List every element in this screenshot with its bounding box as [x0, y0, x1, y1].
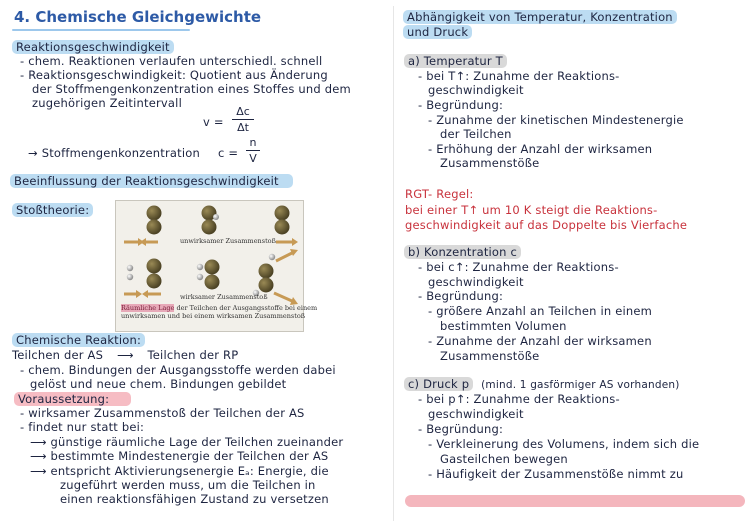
molecule-pair-5 [197, 260, 220, 290]
molecule-pair-1 [147, 206, 162, 235]
figure-label-unwirksam: unwirksamer Zusammenstoß [180, 237, 276, 245]
rg-line-4: zugehörigen Zeitintervall [32, 96, 182, 110]
title-underline [12, 29, 190, 31]
konzentration-label: b) Konzentration c [404, 246, 521, 259]
konz-line-3: - Begründung: [418, 289, 504, 303]
druck-line-2: geschwindigkeit [428, 407, 524, 421]
cr-bullet-3: ⟶ entspricht Aktivierungsenergie Eₐ: Energie, die [30, 464, 329, 478]
konz-line-7: Zusammenstöße [440, 349, 540, 363]
page-title: 4. Chemische Gleichgewichte [14, 8, 262, 26]
konz-line-5: bestimmten Volumen [440, 319, 567, 333]
cr-line-4: - wirksamer Zusammenstoß der Teilchen der AS [20, 406, 305, 420]
bottom-red-highlight-bar [405, 495, 745, 507]
figure-label-wirksam: wirksamer Zusammenstoß [180, 293, 268, 301]
konz-line-1: - bei c↑: Zunahme der Reaktions- [418, 260, 619, 274]
formula-v-lhs: v = [203, 115, 224, 129]
rg-line-1: - chem. Reaktionen verlaufen unterschiedl. schnell [20, 54, 323, 68]
formula-v-fraction [232, 106, 254, 133]
cr-line-3: gelöst und neue chem. Bindungen gebildet [30, 377, 287, 391]
voraussetzung-label: Voraussetzung: [14, 393, 131, 406]
konz-line-4: - größere Anzahl an Teilchen in einem [428, 304, 653, 318]
abhaengigkeit-heading-line-2: und Druck [403, 26, 472, 39]
cr-bullet-3-line-2: zugeführt werden muss, um die Teilchen in [60, 478, 316, 492]
cr-line-2: - chem. Bindungen der Ausgangsstoffe werden dabei [20, 363, 336, 377]
druck-line-4: - Verkleinerung des Volumens, indem sich die [428, 437, 700, 451]
rgt-line-2: geschwindigkeit auf das Doppelte bis Vierfache [405, 218, 688, 232]
cr-bullet-1: ⟶ günstige räumliche Lage der Teilchen zueinander [30, 435, 344, 449]
cr-line-5: - findet nur statt bei: [20, 420, 145, 434]
rgt-line-1: bei einer T↑ um 10 K steigt die Reaktions- [405, 203, 658, 217]
formula-c-denominator: V [249, 152, 257, 165]
figure-caption-line-1: Räumliche Lage der Teilchen der Ausgangsstoffe bei einem [121, 304, 318, 312]
konz-line-2: geschwindigkeit [428, 275, 524, 289]
molecule-pair-3 [275, 206, 290, 235]
temperatur-label: a) Temperatur T [404, 55, 507, 68]
column-divider [393, 6, 394, 521]
abhaengigkeit-heading-line-1: Abhängigkeit von Temperatur, Konzentration [403, 11, 677, 24]
druck-label: c) Druck p (mind. 1 gasförmiger AS vorhanden) [404, 378, 680, 392]
formula-c-lhs: c = [218, 146, 239, 160]
temp-line-2: geschwindigkeit [428, 83, 524, 97]
chemische-reaktion-heading: Chemische Reaktion: [12, 334, 145, 347]
reaktionsgeschwindigkeit-heading: Reaktionsgeschwindigkeit [12, 41, 174, 54]
formula-c-numerator: n [249, 136, 257, 149]
temp-line-1: - bei T↑: Zunahme der Reaktions- [418, 69, 620, 83]
rgt-heading: RGT- Regel: [405, 187, 474, 201]
druck-line-5: Gasteilchen bewegen [440, 452, 568, 466]
temp-line-3: - Begründung: [418, 98, 504, 112]
figure-caption-line-2: unwirksamen und bei einem wirksamen Zusammenstoß [121, 312, 306, 320]
temp-line-7: Zusammenstöße [440, 156, 540, 170]
formula-v-denominator: Δt [237, 121, 249, 134]
beeinflussung-heading: Beeinflussung der Reaktionsgeschwindigkeit [10, 175, 293, 188]
cr-line-1: Teilchen der AS ⟶ Teilchen der RP [12, 348, 239, 362]
cr-bullet-2: ⟶ bestimmte Mindestenergie der Teilchen der AS [30, 449, 329, 463]
druck-line-3: - Begründung: [418, 422, 504, 436]
konz-line-6: - Zunahme der Anzahl der wirksamen [428, 334, 652, 348]
formula-v-numerator: Δc [236, 105, 250, 118]
druck-line-6: - Häufigkeit der Zusammenstöße nimmt zu [428, 467, 684, 481]
temp-line-6: - Erhöhung der Anzahl der wirksamen [428, 142, 653, 156]
collision-figure [115, 200, 318, 332]
rg-line-3: der Stoffmengenkonzentration eines Stoffes und dem [32, 82, 351, 96]
druck-note: (mind. 1 gasförmiger AS vorhanden) [481, 379, 680, 391]
temp-line-5: der Teilchen [440, 127, 512, 141]
molecule-pair-4 [127, 259, 162, 289]
stoffmengen-arrow-line: → Stoffmengenkonzentration [28, 146, 200, 160]
rg-line-2: - Reaktionsgeschwindigkeit: Quotient aus Änderung [20, 68, 328, 82]
druck-line-1: - bei p↑: Zunahme der Reaktions- [418, 392, 620, 406]
molecule-pair-2 [202, 206, 220, 235]
formula-c-fraction [246, 137, 260, 164]
molecule-pair-6 [253, 254, 275, 296]
cr-bullet-3-line-3: einen reaktionsfähigen Zustand zu versetzen [60, 492, 329, 506]
temp-line-4: - Zunahme der kinetischen Mindestenergie [428, 113, 684, 127]
stosstheorie-label: Stoßtheorie: [12, 204, 93, 217]
